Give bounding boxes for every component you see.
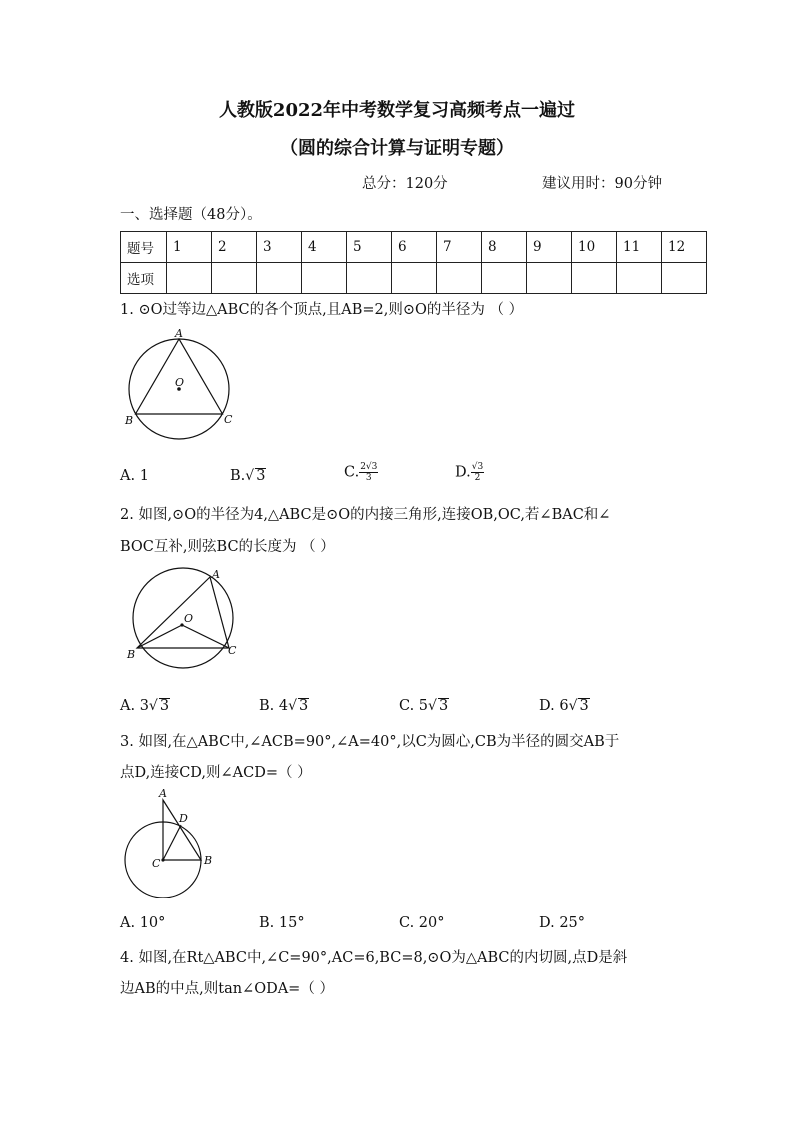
- answer-cell[interactable]: [302, 263, 347, 294]
- question-number-cell: 6: [392, 232, 437, 263]
- label-o: O: [175, 376, 185, 389]
- answer-cell[interactable]: [572, 263, 617, 294]
- page-title: 人教版2022年中考数学复习高频考点一遍过: [218, 100, 576, 121]
- label-o: O: [184, 612, 194, 625]
- answer-cell[interactable]: [437, 263, 482, 294]
- label-b: B: [204, 854, 213, 867]
- choice-b: B. 15°: [259, 915, 305, 931]
- question-2-figure: [118, 565, 248, 670]
- question-number-cell: 11: [617, 232, 662, 263]
- question-1-text: 1. ⊙O过等边△ABC的各个顶点,且AB=2,则⊙O的半径为 （ ）: [120, 302, 524, 318]
- choice-d: D. 6√ 3: [539, 698, 589, 714]
- question-2-text-line1: 2. 如图,⊙O的半径为4,△ABC是⊙O的内接三角形,连接OB,OC,若∠BAC和∠: [120, 507, 611, 523]
- question-2-text-line2: BOC互补,则弦BC的长度为 （ ）: [120, 539, 335, 555]
- question-number-cell: 10: [572, 232, 617, 263]
- label-c: C: [228, 644, 237, 657]
- question-number-cell: 3: [257, 232, 302, 263]
- answer-cell[interactable]: [527, 263, 572, 294]
- label-a: A: [159, 788, 167, 800]
- suggested-time: 建议用时：90分钟: [542, 176, 662, 192]
- label-c: C: [224, 413, 233, 426]
- row-header-choice: 选项: [121, 263, 167, 294]
- choice-a: A. 3√ 3: [120, 698, 170, 714]
- question-number-cell: 4: [302, 232, 347, 263]
- label-a: A: [175, 327, 183, 340]
- answer-cell[interactable]: [212, 263, 257, 294]
- question-number-cell: 7: [437, 232, 482, 263]
- question-4-text-line2: 边AB的中点,则tan∠ODA=（ ）: [120, 981, 334, 997]
- answer-cell[interactable]: [662, 263, 707, 294]
- choice-c: C. 5√ 3: [399, 698, 449, 714]
- question-3-figure: [118, 788, 223, 898]
- question-number-cell: 2: [212, 232, 257, 263]
- answer-cell[interactable]: [392, 263, 437, 294]
- choice-c: C. 20°: [399, 915, 445, 931]
- choice-b: B. 4√ 3: [259, 698, 309, 714]
- section-heading: 一、选择题（48分）。: [120, 207, 262, 223]
- answer-cell[interactable]: [482, 263, 527, 294]
- question-number-cell: 1: [167, 232, 212, 263]
- label-b: B: [127, 648, 136, 661]
- choice-a: A. 10°: [120, 915, 166, 931]
- label-b: B: [125, 414, 134, 427]
- question-1-figure: [118, 325, 243, 440]
- table-row: [121, 263, 707, 294]
- choice-d: D. 25°: [539, 915, 586, 931]
- answer-cell[interactable]: [617, 263, 662, 294]
- table-row: [121, 232, 707, 263]
- label-c: C: [152, 857, 161, 870]
- answer-cell[interactable]: [257, 263, 302, 294]
- page-subtitle: （圆的综合计算与证明专题）: [280, 138, 514, 159]
- label-d: D: [179, 812, 188, 825]
- row-header-number: 题号: [121, 232, 167, 263]
- question-4-text-line1: 4. 如图,在Rt△ABC中,∠C=90°,AC=6,BC=8,⊙O为△ABC的内切圆,点D是斜: [120, 950, 628, 966]
- question-3-text-line2: 点D,连接CD,则∠ACD=（ ）: [120, 765, 312, 781]
- answer-cell[interactable]: [167, 263, 212, 294]
- question-3-text-line1: 3. 如图,在△ABC中,∠ACB=90°,∠A=40°,以C为圆心,CB为半径的圆交AB于: [120, 734, 620, 750]
- choice-d: D. $\frac{√3}{2}$: [455, 462, 484, 483]
- question-number-cell: 8: [482, 232, 527, 263]
- answer-cell[interactable]: [347, 263, 392, 294]
- label-a: A: [212, 568, 220, 581]
- choice-a: A. 1: [120, 468, 149, 484]
- question-number-cell: 12: [662, 232, 707, 263]
- question-number-cell: 5: [347, 232, 392, 263]
- answer-table: [120, 231, 707, 294]
- total-score: 总分：120分: [362, 176, 448, 192]
- question-number-cell: 9: [527, 232, 572, 263]
- choice-b: B.√ 3: [230, 468, 266, 484]
- choice-c: C. $\frac{2√3}{3}$: [344, 462, 378, 483]
